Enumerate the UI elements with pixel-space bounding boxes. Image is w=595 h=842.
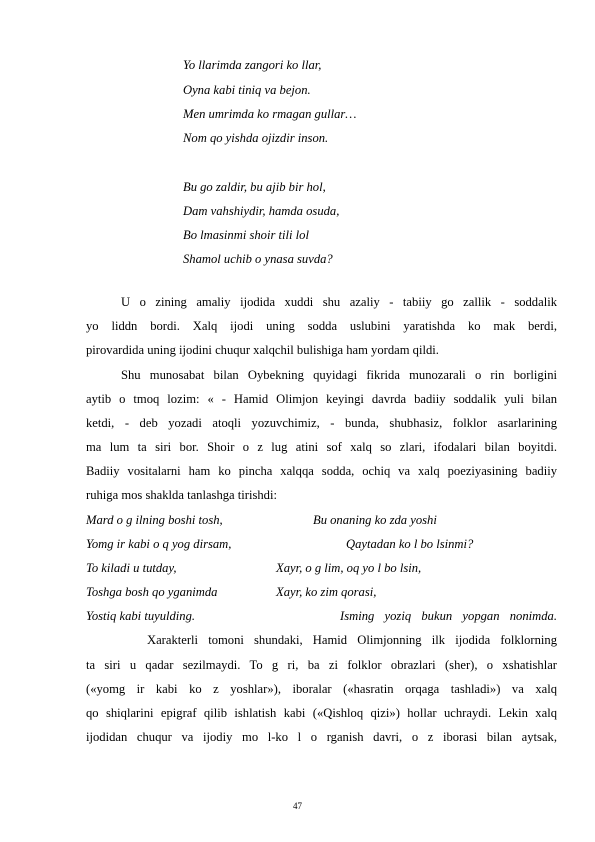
poem-line: Dam vahshiydir, hamda osuda, bbox=[183, 204, 340, 218]
quote-left-line: Yostiq kabi tuyulding. bbox=[86, 609, 196, 623]
quote-left-line: Mard o g ilning boshi tosh, bbox=[86, 513, 223, 527]
paragraph-line: pirovardida uning ijodini chuqur xalqchil bulishiga ham yordam qildi. bbox=[86, 343, 439, 357]
poem-line: Shamol uchib o ynasa suvda? bbox=[183, 252, 333, 266]
paragraph-line: aytib o tmoq lozim: « - Hamid Olimjon keyingi davrda badiiy soddalik yuli bilan bbox=[86, 392, 557, 406]
poem-line: Men umrimda ko rmagan gullar… bbox=[183, 107, 357, 121]
paragraph-line: ketdi, - deb yozadi atoqli yozuvchimiz, - bunda, shubhasiz, folklor asarlarining bbox=[86, 416, 557, 430]
paragraph-line: Badiiy vositalarni ham ko pincha xalqqa sodda, ochiq va xalq poeziyasining badiiy bbox=[86, 464, 557, 478]
paragraph-line: ta siri u qadar sezilmaydi. To g ri, ba zi folklor obrazlari (sher), o xshatishlar bbox=[86, 658, 557, 672]
paragraph-line: ma lum ta siri bor. Shoir o z lug atini sof xalq so zlari, ifodalari bilan boyitdi. bbox=[86, 440, 557, 454]
paragraph-line: ijodidan chuqur va ijodiy mo l-ko l o rganish davri, o z iborasi bilan aytsak, bbox=[86, 730, 557, 744]
quote-right-line: Isming yoziq bukun yopgan nonimda. bbox=[340, 609, 557, 623]
quote-right-line: Qaytadan ko l bo lsinmi? bbox=[346, 537, 474, 551]
paragraph-line: ruhiga mos shaklda tanlashga tirishdi: bbox=[86, 488, 277, 502]
paragraph-line: Xarakterli tomoni shundaki, Hamid Olimjonning ilk ijodida folklorning bbox=[147, 633, 557, 647]
quote-right-line: Bu onaning ko zda yoshi bbox=[313, 513, 437, 527]
quote-left-line: To kiladi u tutday, bbox=[86, 561, 177, 575]
poem-line: Bo lmasinmi shoir tili lol bbox=[183, 228, 309, 242]
poem-line: Yo llarimda zangori ko llar, bbox=[183, 58, 322, 72]
poem-line: Oyna kabi tiniq va bejon. bbox=[183, 83, 311, 97]
quote-left-line: Toshga bosh qo yganimda bbox=[86, 585, 218, 599]
poem-line: Bu go zaldir, bu ajib bir hol, bbox=[183, 180, 326, 194]
poem-line: Nom qo yishda ojizdir inson. bbox=[183, 131, 329, 145]
quote-left-line: Yomg ir kabi o q yog dirsam, bbox=[86, 537, 232, 551]
page-number: 47 bbox=[293, 801, 302, 811]
quote-right-line: Xayr, o g lim, oq yo l bo lsin, bbox=[276, 561, 422, 575]
paragraph-line: U o zining amaliy ijodida xuddi shu azaliy - tabiiy go zallik - soddalik bbox=[121, 295, 557, 309]
paragraph-line: («yomg ir kabi ko z yoshlar»), iboralar («hasratin orqaga tashladi») va xalq bbox=[86, 682, 557, 696]
paragraph-line: yo liddn bordi. Xalq ijodi uning sodda uslubini yaratishda ko mak berdi, bbox=[86, 319, 557, 333]
paragraph-line: qo shiqlarini epigraf qilib ishlatish kabi («Qishloq qizi») hollar uchraydi. Lekin xalq bbox=[86, 706, 557, 720]
paragraph-line: Shu munosabat bilan Oybekning quyidagi fikrida munozarali o rin borligini bbox=[121, 368, 557, 382]
quote-right-line: Xayr, ko zim qorasi, bbox=[276, 585, 377, 599]
